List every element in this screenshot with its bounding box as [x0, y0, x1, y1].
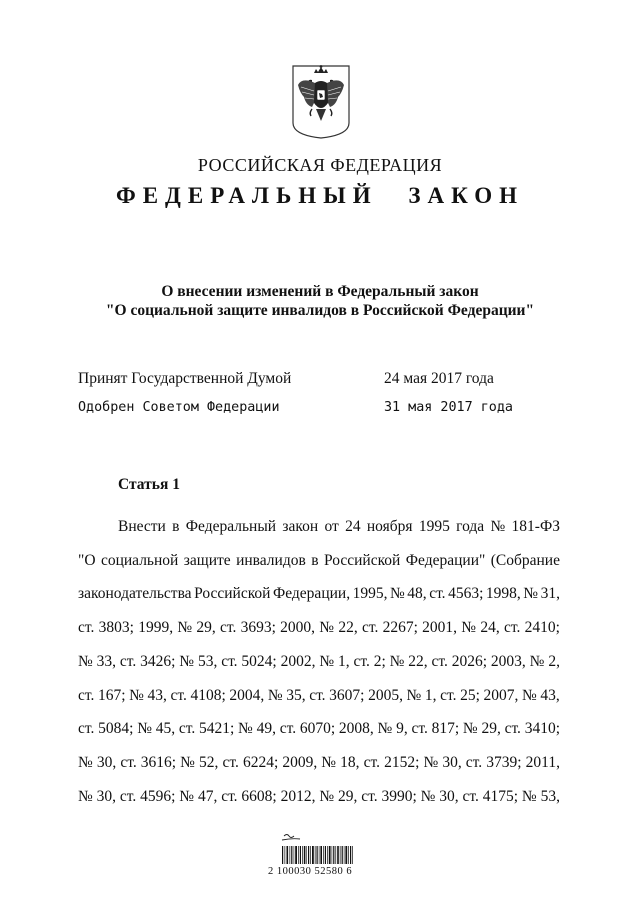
- article-text-line: № 30, ст. 3616; № 52, ст. 6224; 2009, № 18, ст. 2152; № 30, ст. 3739; 2011,: [78, 753, 560, 771]
- law-title: [0, 282, 640, 320]
- law-title-line-1: О внесении изменений в Федеральный закон: [161, 283, 479, 300]
- adopted-row: [78, 370, 518, 388]
- approved-row: [78, 400, 518, 415]
- law-title-line-2: "О социальной защите инвалидов в Российской Федерации": [105, 302, 535, 319]
- article-text-line: Внести в Федеральный закон от 24 ноября 1995 года № 181-ФЗ: [118, 518, 560, 535]
- article-text-line: ст. 5084; № 45, ст. 5421; № 49, ст. 6070; 2008, № 9, ст. 817; № 29, ст. 3410;: [78, 720, 560, 738]
- article-text-line: ст. 3803; 1999, № 29, ст. 3693; 2000, № 22, ст. 2267; 2001, № 24, ст. 2410;: [78, 619, 560, 637]
- article-text-line: "О социальной защите инвалидов в Российской Федерации" (Собрание: [78, 551, 560, 569]
- article-text-line: № 33, ст. 3426; № 53, ст. 5024; 2002, № 1, ст. 2; № 22, ст. 2026; 2003, № 2,: [78, 652, 560, 670]
- document-type-heading: ФЕДЕРАЛЬНЫЙ ЗАКОН: [115, 183, 525, 208]
- approved-date: 31 мая 2017 года: [384, 400, 513, 415]
- adopted-label: Принят Государственной Думой: [78, 370, 292, 387]
- coat-of-arms-emblem: [290, 63, 352, 139]
- article-text-line: законодательства Российской Федерации, 1995, № 48, ст. 4563; 1998, № 31,: [78, 585, 560, 603]
- article-heading: Статья 1: [118, 476, 180, 493]
- approved-label: Одобрен Советом Федерации: [78, 400, 280, 415]
- adopted-date: 24 мая 2017 года: [384, 370, 494, 387]
- article-text-line: № 30, ст. 4596; № 47, ст. 6608; 2012, № 29, ст. 3990; № 30, ст. 4175; № 53,: [78, 787, 560, 805]
- country-name: РОССИЙСКАЯ ФЕДЕРАЦИЯ: [197, 155, 443, 175]
- barcode-number: 2 100030 52580 6: [268, 866, 353, 877]
- article-text-line: ст. 167; № 43, ст. 4108; 2004, № 35, ст. 3607; 2005, № 1, ст. 25; 2007, № 43,: [78, 686, 560, 704]
- article-body: [78, 510, 560, 813]
